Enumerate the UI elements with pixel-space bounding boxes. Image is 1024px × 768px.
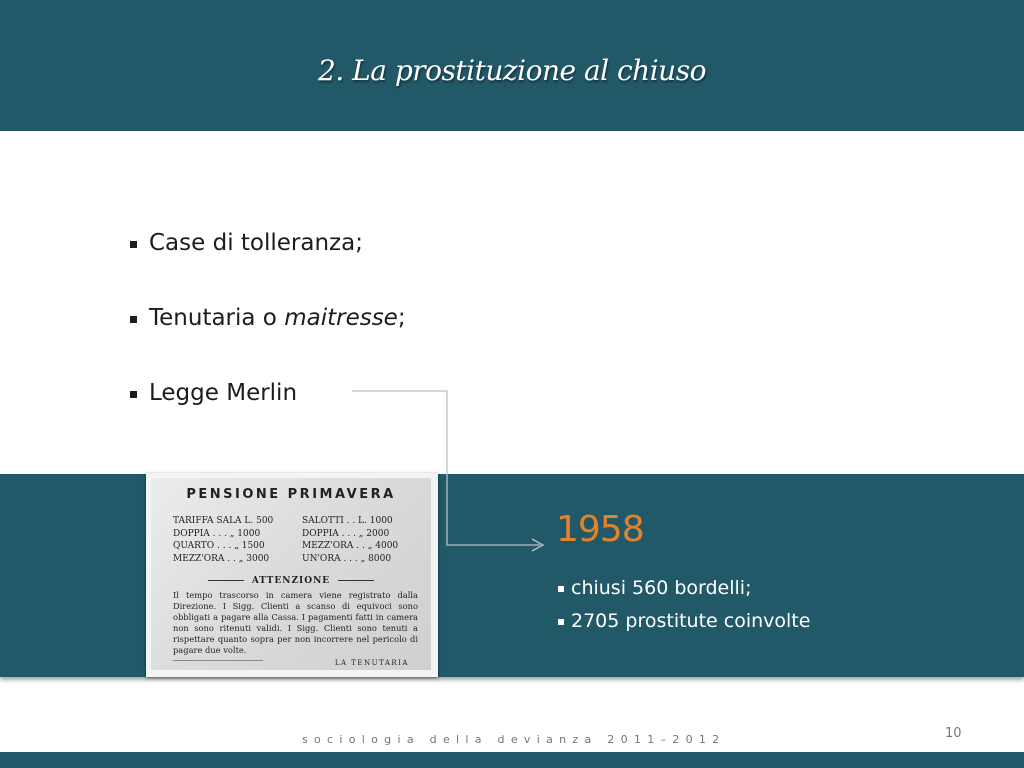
bullet-item [128, 305, 406, 380]
brothel-sign-photo [146, 473, 438, 677]
bottom-bar [0, 752, 1024, 768]
bullet-item [128, 230, 406, 305]
tariff-cell: MEZZ'ORA . . „ 3000 [173, 553, 270, 564]
square-bullet-icon [130, 391, 137, 398]
year-label: 1958 [556, 509, 644, 550]
square-bullet-icon [558, 619, 564, 625]
tariff-cell: SALOTTI . . L. 1000 [302, 516, 393, 526]
fact-item [556, 610, 810, 643]
tariff-cell: UN'ORA . . . „ 8000 [302, 553, 392, 564]
tariff-cell: DOPPIA . . . „ 1000 [173, 528, 261, 539]
fact-item [556, 577, 810, 610]
sign-notice: Il tempo trascorso in camera viene registrato dalla Direzione. I Sigg. Clienti a scanso di equivoci sono obbligati a pagare alla Cassa. I pagamenti fatti in camera non sono ritenuti validi. I Sigg. Clienti sono tenuti a rispettare quanto sopra per non incorrere nel pericolo di pagare due volte. [173, 590, 418, 655]
square-bullet-icon [130, 316, 137, 323]
tariff-cell: MEZZ'ORA . . „ 4000 [302, 541, 399, 551]
bullet-item [128, 380, 406, 455]
tariff-table [173, 515, 423, 565]
sign-signoff: LA TENUTARIA [334, 659, 409, 667]
bullet-text: Case di tolleranza; [149, 230, 363, 256]
fact-text: 2705 prostitute coinvolte [571, 610, 811, 632]
sign-heading: PENSIONE PRIMAVERA [186, 487, 396, 502]
sign-board [151, 478, 431, 670]
bullet-text: Tenutaria o maitresse; [149, 305, 406, 331]
course-footer: sociologia della devianza 2011–2012 [302, 733, 726, 746]
bullet-list [128, 230, 406, 455]
square-bullet-icon [130, 241, 137, 248]
tariff-cell: TARIFFA SALA L. 500 [173, 516, 274, 526]
sign-footline [173, 660, 263, 661]
fact-text: chiusi 560 bordelli; [571, 577, 752, 599]
square-bullet-icon [558, 586, 564, 592]
page-number: 10 [945, 726, 962, 741]
fact-list [556, 577, 810, 643]
sign-attention: ATTENZIONE [151, 576, 431, 586]
tariff-cell: QUARTO . . . „ 1500 [173, 541, 265, 551]
tariff-cell: DOPPIA . . . „ 2000 [302, 528, 390, 539]
slide-title: 2. La prostituzione al chiuso [318, 54, 706, 87]
bullet-text: Legge Merlin [149, 380, 298, 406]
